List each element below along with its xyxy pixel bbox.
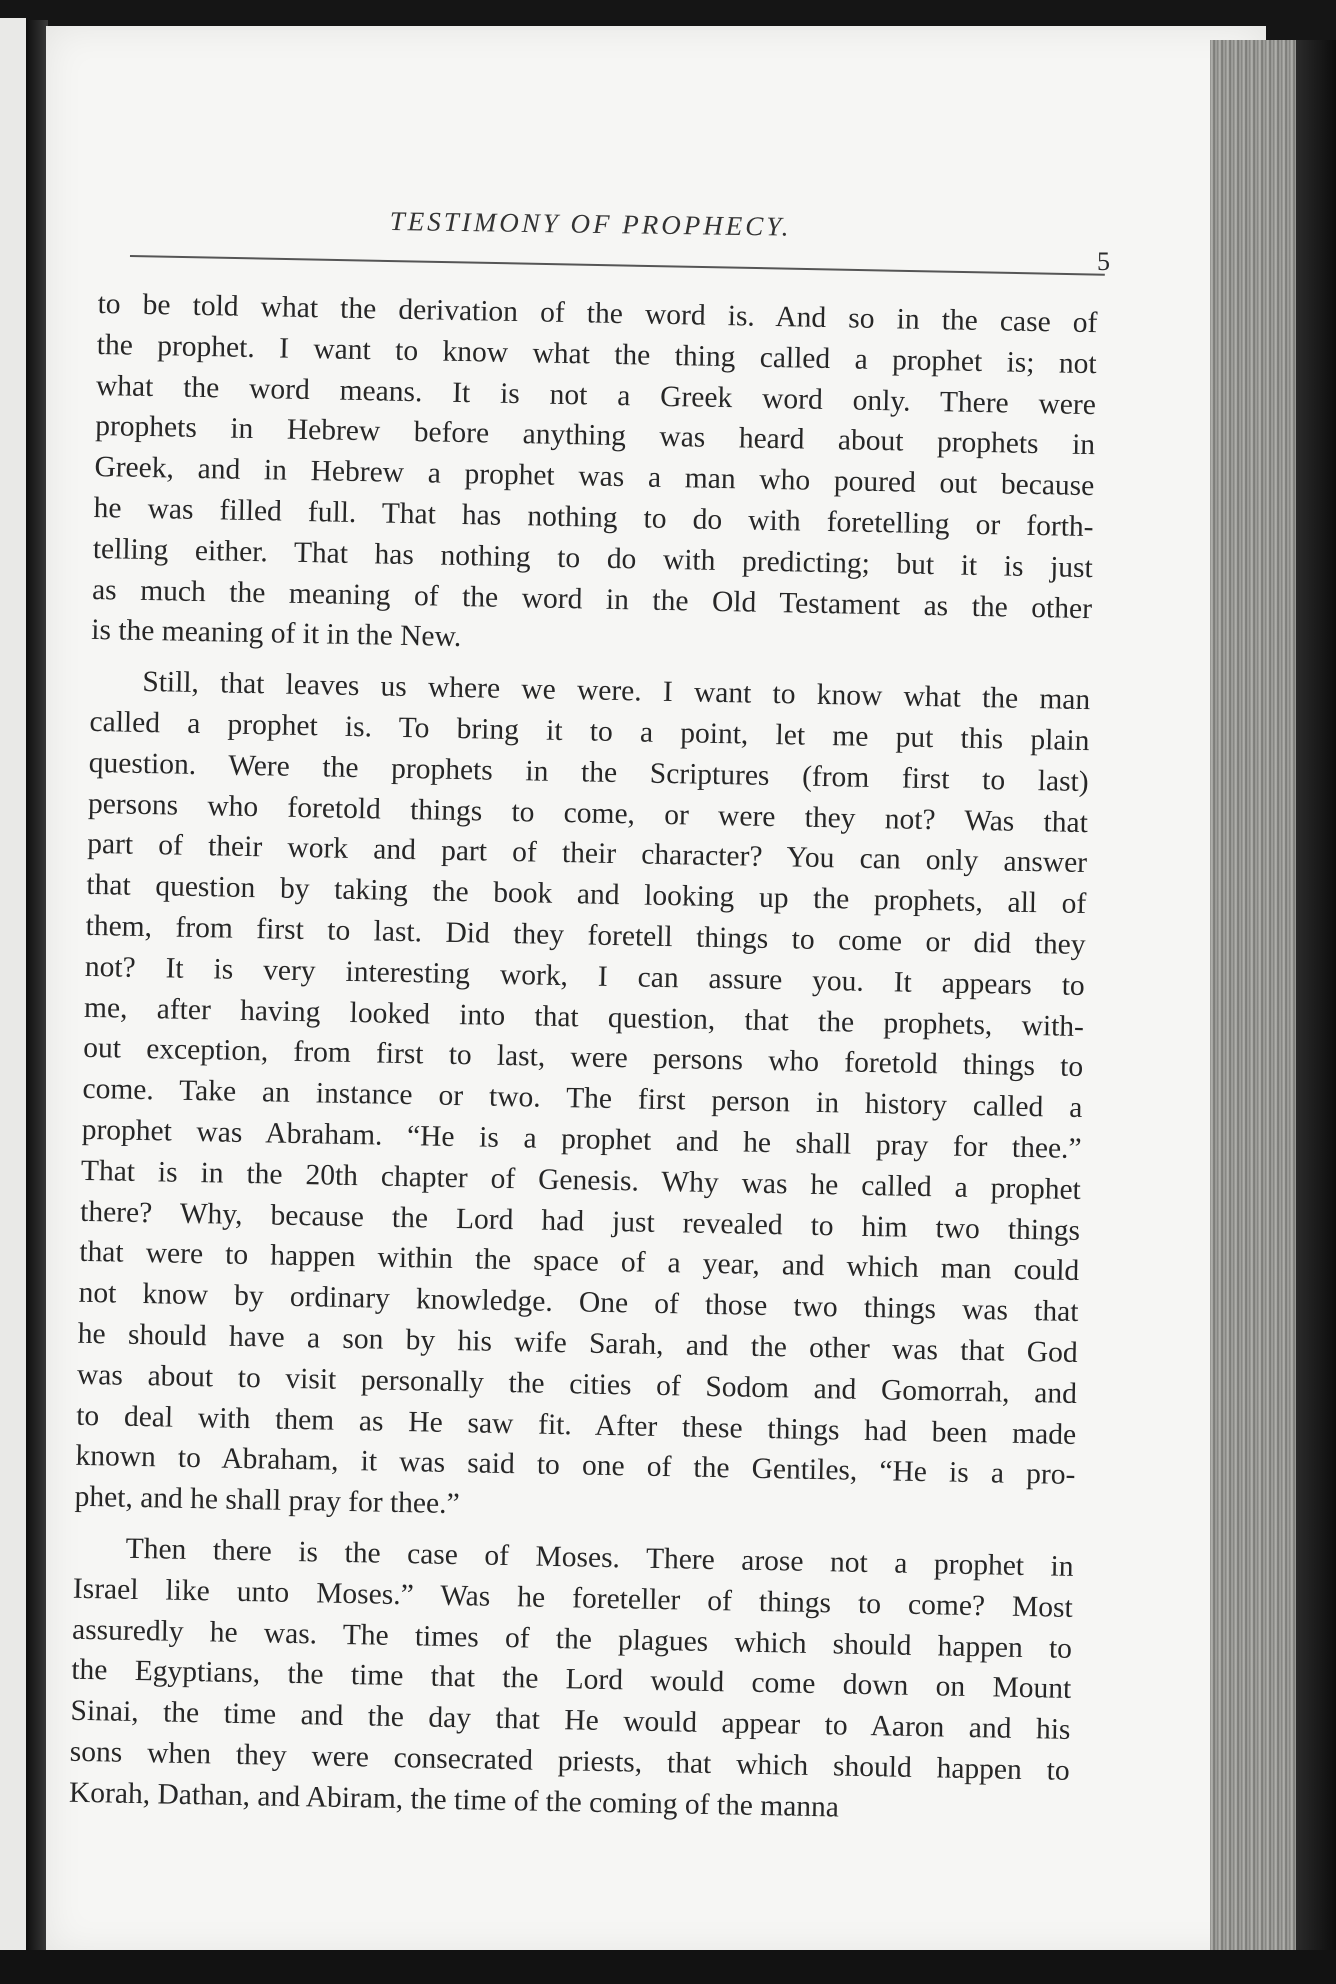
text-line: Korah, Dathan, and Abiram, the time of the coming of the manna <box>68 1776 840 1824</box>
paragraph <box>74 661 1090 1537</box>
body-text <box>69 284 1098 1832</box>
text-line: he should have a son by his wife Sarah, and the other was that God <box>77 1317 1078 1369</box>
running-header: TESTIMONY OF PROPHECY. <box>389 206 792 242</box>
text-line: assuredly he was. The times of the plagues which should happen to <box>71 1613 1073 1665</box>
text-line: them, from first to last. Did they foretell things to come or did they <box>85 909 1086 962</box>
text-line: part of their work and part of their character? You can only answer <box>86 828 1088 880</box>
text-line: prophet was Abraham. “He is a prophet and he shall pray for thee.” <box>81 1113 1082 1165</box>
text-line: Greek, and in Hebrew a prophet was a man who poured out because <box>94 451 1095 503</box>
text-line: Sinai, the time and the day that He would appear to Aaron and his <box>70 1694 1071 1747</box>
text-line: prophets in Hebrew before anything was heard about prophets in <box>94 410 1096 462</box>
text-line: out exception, from first to last, were persons who foretold things to <box>83 1032 1084 1084</box>
text-line: that question by taking the book and looking up the prophets, all of <box>86 869 1087 921</box>
text-line: known to Abraham, it was said to one of the Gentiles, “He is a pro- <box>75 1440 1076 1492</box>
text-line: called a prophet is. To bring it to a point, let me put this plain <box>89 705 1090 758</box>
page-number: 5 <box>1097 247 1110 276</box>
previous-page-edge <box>0 18 26 1968</box>
book-spine <box>26 20 48 1970</box>
text-line: there? Why, because the Lord had just revealed to him two things <box>79 1195 1081 1247</box>
text-line: Israel like unto Moses.” Was he foreteller of things to come? Most <box>72 1572 1074 1624</box>
text-line: as much the meaning of the word in the Old Testament as the other <box>91 573 1093 625</box>
text-line: the Egyptians, the time that the Lord would come down on Mount <box>71 1654 1072 1706</box>
book-cover-edge <box>1296 40 1336 1950</box>
text-line: that were to happen within the space of a year, and which man could <box>79 1236 1080 1288</box>
paragraph <box>69 1528 1074 1833</box>
text-line: the prophet. I want to know what the thing called a prophet is; not <box>96 328 1097 380</box>
text-line: he was filled full. That has nothing to do with foretelling or forth- <box>93 491 1094 544</box>
text-line: telling either. That has nothing to do with predicting; but it is just <box>92 532 1094 584</box>
paragraph <box>91 284 1098 670</box>
text-line: come. Take an instance or two. The first person in history called a <box>82 1072 1083 1125</box>
page-leaf-edges <box>1210 40 1300 1950</box>
text-line: to deal with them as He saw fit. After these things had been made <box>75 1399 1077 1451</box>
text-line: is the meaning of it in the New. <box>91 614 462 654</box>
text-line: me, after having looked into that question, that the prophets, with- <box>83 991 1085 1043</box>
text-line: question. Were the prophets in the Scriptures (from first to last) <box>88 746 1089 798</box>
text-line: That is in the 20th chapter of Genesis. Why was he called a prophet <box>80 1154 1082 1206</box>
text-line: persons who foretold things to come, or were they not? Was that <box>87 787 1089 839</box>
text-line: was about to visit personally the cities of Sodom and Gomorrah, and <box>76 1358 1078 1410</box>
text-line: what the word means. It is not a Greek word only. There were <box>95 369 1097 421</box>
scan-frame-bottom <box>0 1950 1336 1984</box>
text-line: to be told what the derivation of the word is. And so in the case of <box>97 287 1098 340</box>
text-line: not? It is very interesting work, I can assure you. It appears to <box>84 950 1086 1002</box>
text-line: Still, that leaves us where we were. I want to know what the man <box>142 666 1091 717</box>
text-line: sons when they were consecrated priests, that which should happen to <box>69 1735 1070 1787</box>
text-line: not know by ordinary knowledge. One of those two things was that <box>78 1276 1079 1329</box>
text-line: phet, and he shall pray for thee.” <box>74 1480 460 1521</box>
text-line: Then there is the case of Moses. There arose not a prophet in <box>125 1532 1074 1583</box>
